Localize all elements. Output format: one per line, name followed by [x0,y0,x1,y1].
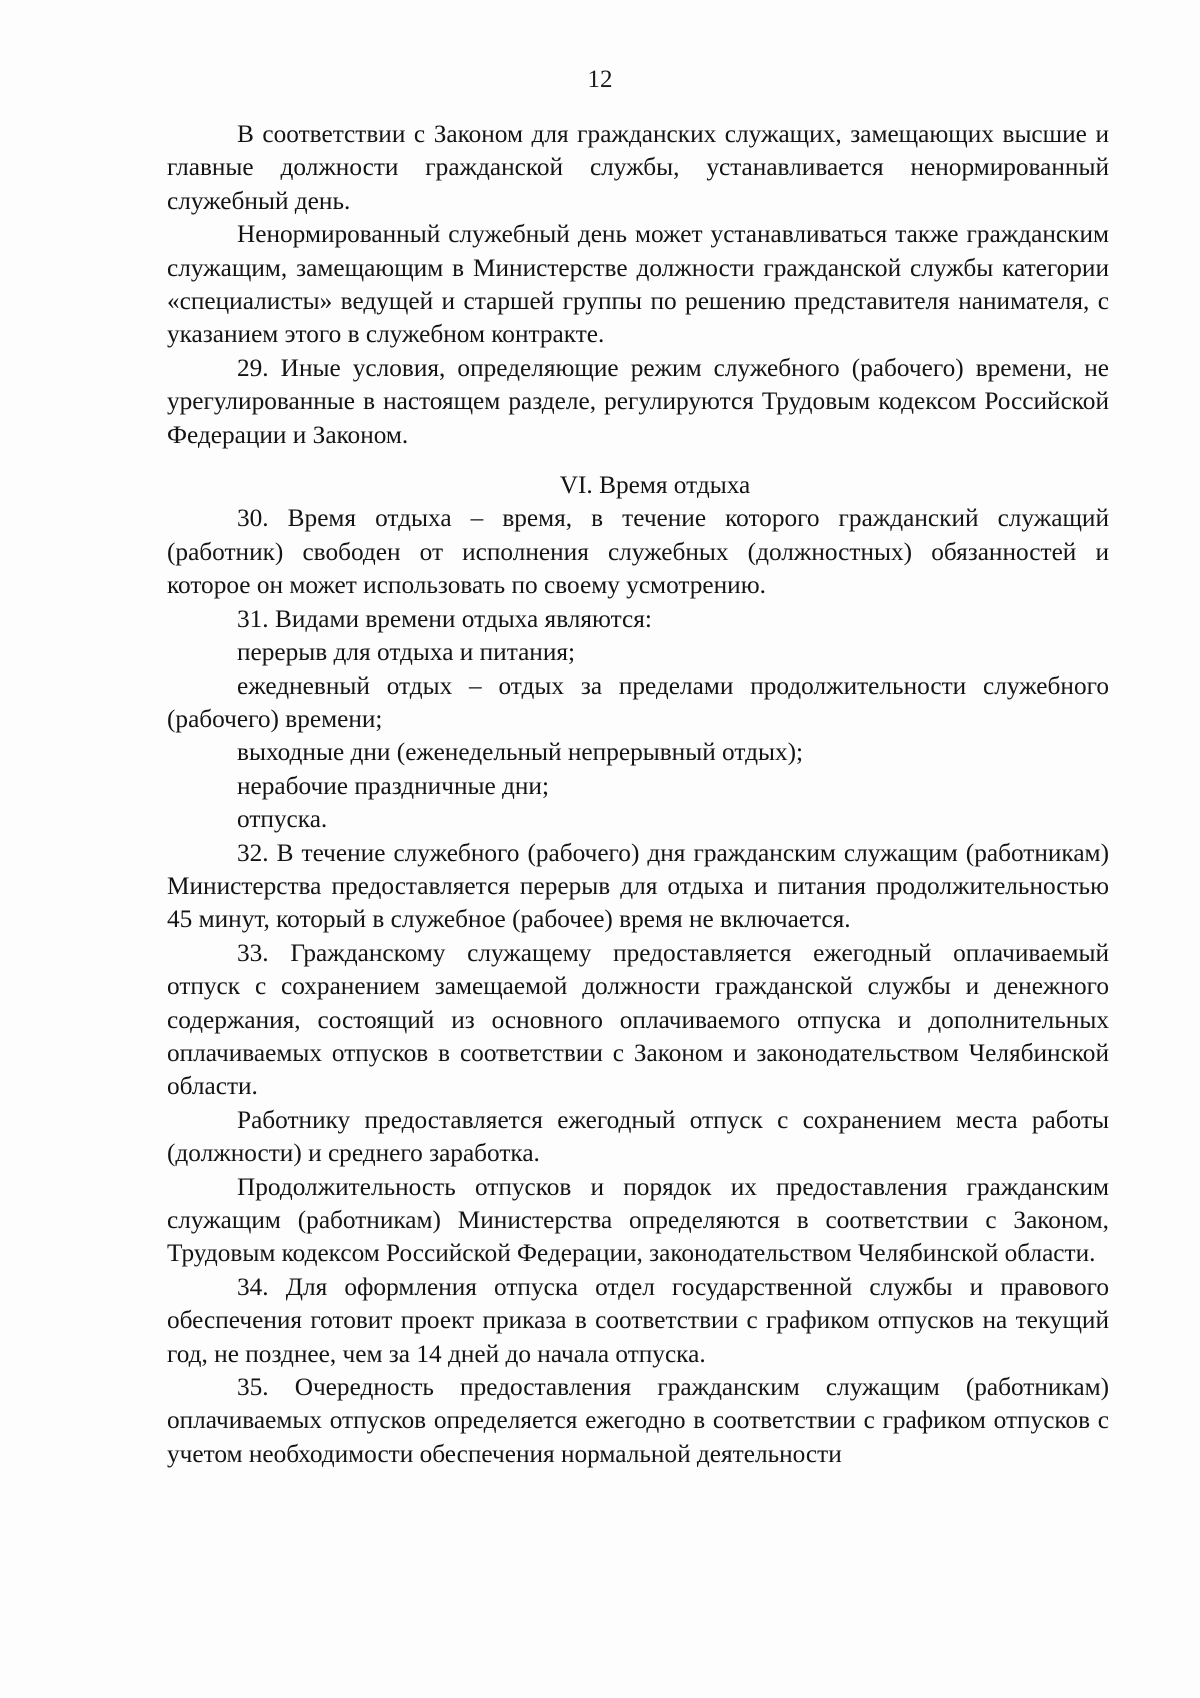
paragraph-31: 31. Видами времени отдыха являются: [237,604,652,633]
paragraph-33: 33. Гражданскому служащему предоставляется ежегодный оплачиваемый отпуск с сохранением замещаемой должности гражданской службы и денежного содержания, состоящий из основного оплачиваемого отпуска и дополнительных оплачиваемых отпусков в соответствии с Законом и законодательством Челябинской области. [167,938,1109,1101]
list-item-holidays: нерабочие праздничные дни; [237,771,549,800]
paragraph-working-day-senior: В соответствии с Законом для гражданских служащих, замещающих высшие и главные должности гражданской службы, устанавливается ненормированный служебный день. [167,120,1109,215]
section-heading-rest-time: VI. Время отдыха [559,471,751,500]
paragraph-29: 29. Иные условия, определяющие режим служебного (рабочего) времени, не урегулированные в настоящем разделе, регулируются Трудовым кодексом Российской Федерации и Законом. [167,353,1109,449]
paragraph-vacation-duration: Продолжительность отпусков и порядок их предоставления гражданским служащим (работникам) Министерства определяются в соответствии с Законом, Трудовым кодексом Российской Федерации, законодательством Челябинской области. [167,1172,1109,1268]
page-number: 12 [587,66,613,93]
list-item-vacations: отпуска. [237,805,328,834]
paragraph-35: 35. Очередность предоставления гражданским служащим (работникам) оплачиваемых отпусков определяется ежегодно в соответствии с графиком отпусков с учетом необходимости обеспечения нормальной деятельности [167,1373,1109,1468]
paragraph-worker-vacation: Работнику предоставляется ежегодный отпуск с сохранением места работы (должности) и среднего заработка. [167,1105,1109,1168]
list-item-weekends: выходные дни (еженедельный непрерывный отдых); [237,738,804,767]
paragraph-32: 32. В течение служебного (рабочего) дня гражданским служащим (работникам) Министерства предоставляется перерыв для отдыха и питания продолжительностью 45 минут, который в служебное (рабочее) время не включается. [167,838,1109,934]
document-body [167,118,1109,1471]
list-item-break: перерыв для отдыха и питания; [237,638,576,667]
paragraph-34: 34. Для оформления отпуска отдел государственной службы и правового обеспечения готовит проект приказа в соответствии с графиком отпусков на текущий год, не позднее, чем за 14 дней до начала отпуска. [167,1272,1109,1368]
paragraph-30: 30. Время отдыха – время, в течение которого гражданский служащий (работник) свободен от исполнения служебных (должностных) обязанностей и которое он может использовать по своему усмотрению. [167,504,1109,600]
paragraph-irregular-day: Ненормированный служебный день может устанавливаться также гражданским служащим, замещающим в Министерстве должности гражданской службы категории «специалисты» ведущей и старшей группы по решению представителя нанимателя, с указанием этого в служебном контракте. [167,220,1109,349]
list-item-daily-rest: ежедневный отдых – отдых за пределами продолжительности служебного (рабочего) времени; [167,671,1109,733]
